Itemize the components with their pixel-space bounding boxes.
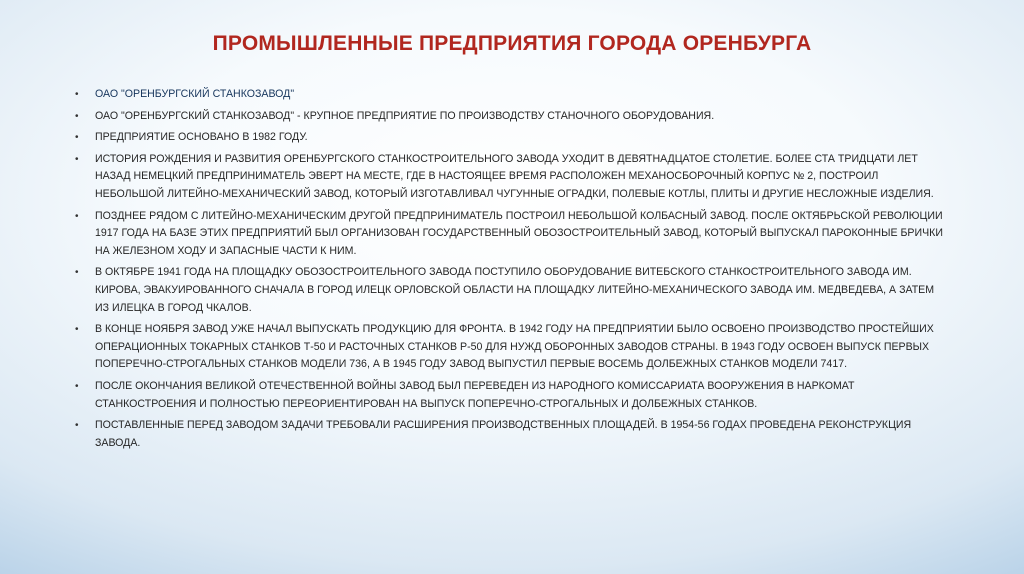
list-item-text: В КОНЦЕ НОЯБРЯ ЗАВОД УЖЕ НАЧАЛ ВЫПУСКАТЬ ПРОДУКЦИЮ ДЛЯ ФРОНТА. В 1942 ГОДУ НА ПРЕДПРИЯТИИ БЫЛО ОСВОЕНО ПРОИЗВОДСТВО ПРОСТЕЙШИХ ОПЕРАЦИОННЫХ ТОКАРНЫХ СТАНКОВ Т-50 И РАСТОЧНЫХ СТАНКОВ Р-50 ДЛЯ НУЖД ОБОРОННЫХ ЗАВОДОВ СТРАНЫ. В 1943 ГОДУ ОСВОЕН ВЫПУСК ПЕРВЫХ ПОПЕРЕЧНО-СТРОГАЛЬНЫХ СТАНКОВ МОДЕЛИ 736, А В 1945 ГОДУ ЗАВОД ВЫПУСТИЛ ПЕРВЫЕ ВОСЕМЬ ДОЛБЕЖНЫХ СТАНКОВ МОДЕЛИ 7417.	[95, 323, 934, 371]
list-item	[75, 264, 945, 317]
list-item-text: В ОКТЯБРЕ 1941 ГОДА НА ПЛОЩАДКУ ОБОЗОСТРОИТЕЛЬНОГО ЗАВОДА ПОСТУПИЛО ОБОРУДОВАНИЕ ВИТЕБСКОГО СТАНКОСТРОИТЕЛЬНОГО ЗАВОДА ИМ. КИРОВА, ЭВАКУИРОВАННОГО СНАЧАЛА В ГОРОД ИЛЕЦК ОРЛОВСКОЙ ОБЛАСТИ НА ПЛОЩАДКУ ЛИТЕЙНО-МЕХАНИЧЕСКОГО ЗАВОДА ИМ. МЕДВЕДЕВА, А ЗАТЕМ ИЗ ИЛЕЦКА В ГОРОД ЧКАЛОВ.	[95, 266, 935, 314]
slide-title: ПРОМЫШЛЕННЫЕ ПРЕДПРИЯТИЯ ГОРОДА ОРЕНБУРГА	[212, 32, 812, 55]
list-item-text: ОАО "ОРЕНБУРГСКИЙ СТАНКОЗАВОД"	[95, 88, 295, 100]
list-item	[75, 151, 945, 204]
list-item	[75, 321, 945, 374]
list-item-text: ПОСЛЕ ОКОНЧАНИЯ ВЕЛИКОЙ ОТЕЧЕСТВЕННОЙ ВОЙНЫ ЗАВОД БЫЛ ПЕРЕВЕДЕН ИЗ НАРОДНОГО КОМИССАРИАТА ВООРУЖЕНИЯ В НАРКОМАТ СТАНКОСТРОЕНИЯ И ПОЛНОСТЬЮ ПЕРЕОРИЕНТИРОВАН НА ВЫПУСК ПОПЕРЕЧНО-СТРОГАЛЬНЫХ И ДОЛБЕЖНЫХ СТАНКОВ.	[95, 379, 855, 410]
list-item-text: ПОЗДНЕЕ РЯДОМ С ЛИТЕЙНО-МЕХАНИЧЕСКИМ ДРУГОЙ ПРЕДПРИНИМАТЕЛЬ ПОСТРОИЛ НЕБОЛЬШОЙ КОЛБАСНЫЙ ЗАВОД. ПОСЛЕ ОКТЯБРЬСКОЙ РЕВОЛЮЦИИ 1917 ГОДА НА БАЗЕ ЭТИХ ПРЕДПРИЯТИЙ БЫЛ ОРГАНИЗОВАН ГОСУДАРСТВЕННЫЙ ОБОЗОСТРОИТЕЛЬНЫЙ ЗАВОД, КОТОРЫЙ ВЫПУСКАЛ ПАРОКОННЫЕ БРИЧКИ НА ЖЕЛЕЗНОМ ХОДУ И ЗАПАСНЫЕ ЧАСТИ К НИМ.	[95, 209, 943, 257]
list-item-text: ПРЕДПРИЯТИЕ ОСНОВАНО В 1982 ГОДУ.	[95, 131, 308, 144]
bullet-icon: •	[75, 380, 79, 392]
bullet-list	[75, 86, 945, 456]
bullet-icon: •	[75, 210, 79, 222]
list-item	[75, 208, 945, 261]
bullet-icon: •	[75, 89, 79, 100]
list-item-text: ИСТОРИЯ РОЖДЕНИЯ И РАЗВИТИЯ ОРЕНБУРГСКОГО СТАНКОСТРОИТЕЛЬНОГО ЗАВОДА УХОДИТ В ДЕВЯТНАДЦАТОЕ СТОЛЕТИЕ. БОЛЕЕ СТА ТРИДЦАТИ ЛЕТ НАЗАД НЕМЕЦКИЙ ПРЕДПРИНИМАТЕЛЬ ЭВЕРТ НА МЕСТЕ, ГДЕ В НАСТОЯЩЕЕ ВРЕМЯ РАСПОЛОЖЕН МЕХАНОСБОРОЧНЫЙ КОРПУС № 2, ПОСТРОИЛ НЕБОЛЬШОЙ ЛИТЕЙНО-МЕХАНИЧЕСКИЙ ЗАВОД, КОТОРЫЙ ИЗГОТАВЛИВАЛ ЧУГУННЫЕ ОГРАДКИ, ПОЛЕВЫЕ КОТЛЫ, ПЛИТЫ И ДРУГИЕ НЕСЛОЖНЫЕ ИЗДЕЛИЯ.	[95, 152, 934, 200]
bullet-icon: •	[75, 153, 79, 165]
list-item-text: ПОСТАВЛЕННЫЕ ПЕРЕД ЗАВОДОМ ЗАДАЧИ ТРЕБОВАЛИ РАСШИРЕНИЯ ПРОИЗВОДСТВЕННЫХ ПЛОЩАДЕЙ. В 1954-56 ГОДАХ ПРОВЕДЕНА РЕКОНСТРУКЦИЯ ЗАВОДА.	[95, 419, 912, 449]
list-item-text: ОАО "ОРЕНБУРГСКИЙ СТАНКОЗАВОД" - КРУПНОЕ ПРЕДПРИЯТИЕ ПО ПРОИЗВОДСТВУ СТАНОЧНОГО ОБОРУДОВАНИЯ.	[95, 109, 715, 122]
list-item	[75, 378, 945, 413]
bullet-icon: •	[75, 324, 79, 336]
bullet-icon: •	[75, 267, 79, 279]
bullet-icon: •	[75, 110, 79, 122]
bullet-icon: •	[75, 420, 79, 432]
list-item	[75, 108, 945, 126]
list-item	[75, 86, 945, 104]
list-item	[75, 417, 945, 452]
bullet-icon: •	[75, 132, 79, 144]
list-item	[75, 129, 945, 147]
